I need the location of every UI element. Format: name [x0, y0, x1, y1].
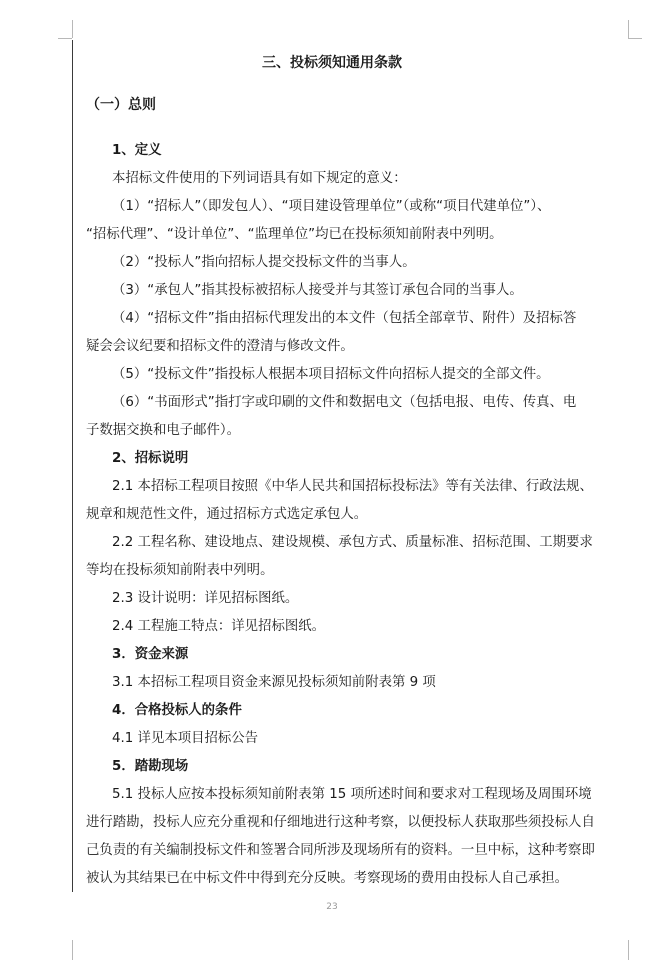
- paragraph-line: 2.3 设计说明：详见招标图纸。: [112, 591, 299, 606]
- crop-mark-bottom-left-v: [72, 940, 73, 960]
- paragraph-line: 2.4 工程施工特点：详见招标图纸。: [112, 619, 326, 634]
- paragraph-line: （1）“招标人”（即发包人）、“项目建设管理单位”（或称“项目代建单位”）、: [112, 199, 551, 214]
- crop-mark-top-right-h: [628, 38, 642, 39]
- paragraph-line: （5）“投标文件”指投标人根据本项目招标文件向招标人提交的全部文件。: [112, 367, 550, 382]
- paragraph-line: 2.1 本招标工程项目按照《中华人民共和国招标投标法》等有关法律、行政法规、: [112, 479, 593, 494]
- paragraph-line: 规章和规范性文件，通过招标方式选定承包人。: [86, 507, 368, 522]
- paragraph-line: 本招标文件使用的下列词语具有如下规定的意义：: [112, 171, 407, 186]
- crop-mark-bottom-right-v: [628, 940, 629, 960]
- paragraph-line: “招标代理”、“设计单位”、“监理单位”均已在投标须知前附表中列明。: [86, 227, 503, 242]
- heading-fund-source: 3．资金来源: [112, 647, 189, 662]
- heading-definitions: 1、定义: [112, 143, 162, 158]
- heading-bidding-description: 2、招标说明: [112, 451, 189, 466]
- paragraph-line: （2）“投标人”指向招标人提交投标文件的当事人。: [112, 255, 416, 270]
- crop-mark-top-left-h: [58, 38, 72, 39]
- paragraph-line: （4）“招标文件”指由招标代理发出的本文件（包括全部章节、附件）及招标答: [112, 311, 577, 326]
- page-title: 三、投标须知通用条款: [262, 55, 402, 71]
- page-left-border: [72, 40, 73, 892]
- section-heading: （一）总则: [86, 97, 156, 113]
- heading-site-visit: 5．踏勘现场: [112, 759, 189, 774]
- paragraph-line: 5.1 投标人应按本投标须知前附表第 15 项所述时间和要求对工程现场及周围环境: [112, 787, 592, 802]
- paragraph-line: 子数据交换和电子邮件）。: [86, 423, 240, 438]
- paragraph-line: 疑会会议纪要和招标文件的澄清与修改文件。: [86, 339, 354, 354]
- page-number: 23: [326, 902, 338, 912]
- heading-eligible-bidders: 4．合格投标人的条件: [112, 703, 242, 718]
- paragraph-line: 进行踏勘，投标人应充分重视和仔细地进行这种考察，以便投标人获取那些须投标人自: [86, 815, 595, 830]
- paragraph-line: 4.1 详见本项目招标公告: [112, 731, 259, 746]
- paragraph-line: 被认为其结果已在中标文件中得到充分反映。考察现场的费用由投标人自己承担。: [86, 871, 569, 886]
- paragraph-line: 等均在投标须知前附表中列明。: [86, 563, 274, 578]
- crop-mark-top-left-v: [72, 20, 73, 38]
- paragraph-line: （3）“承包人”指其投标被招标人接受并与其签订承包合同的当事人。: [112, 283, 523, 298]
- paragraph-line: 3.1 本招标工程项目资金来源见投标须知前附表第 9 项: [112, 675, 436, 690]
- paragraph-line: 2.2 工程名称、建设地点、建设规模、承包方式、质量标准、招标范围、工期要求: [112, 535, 593, 550]
- paragraph-line: 己负责的有关编制投标文件和签署合同所涉及现场所有的资料。一旦中标，这种考察即: [86, 843, 595, 858]
- crop-mark-top-right-v: [628, 20, 629, 38]
- paragraph-line: （6）“书面形式”指打字或印刷的文件和数据电文（包括电报、电传、传真、电: [112, 395, 577, 410]
